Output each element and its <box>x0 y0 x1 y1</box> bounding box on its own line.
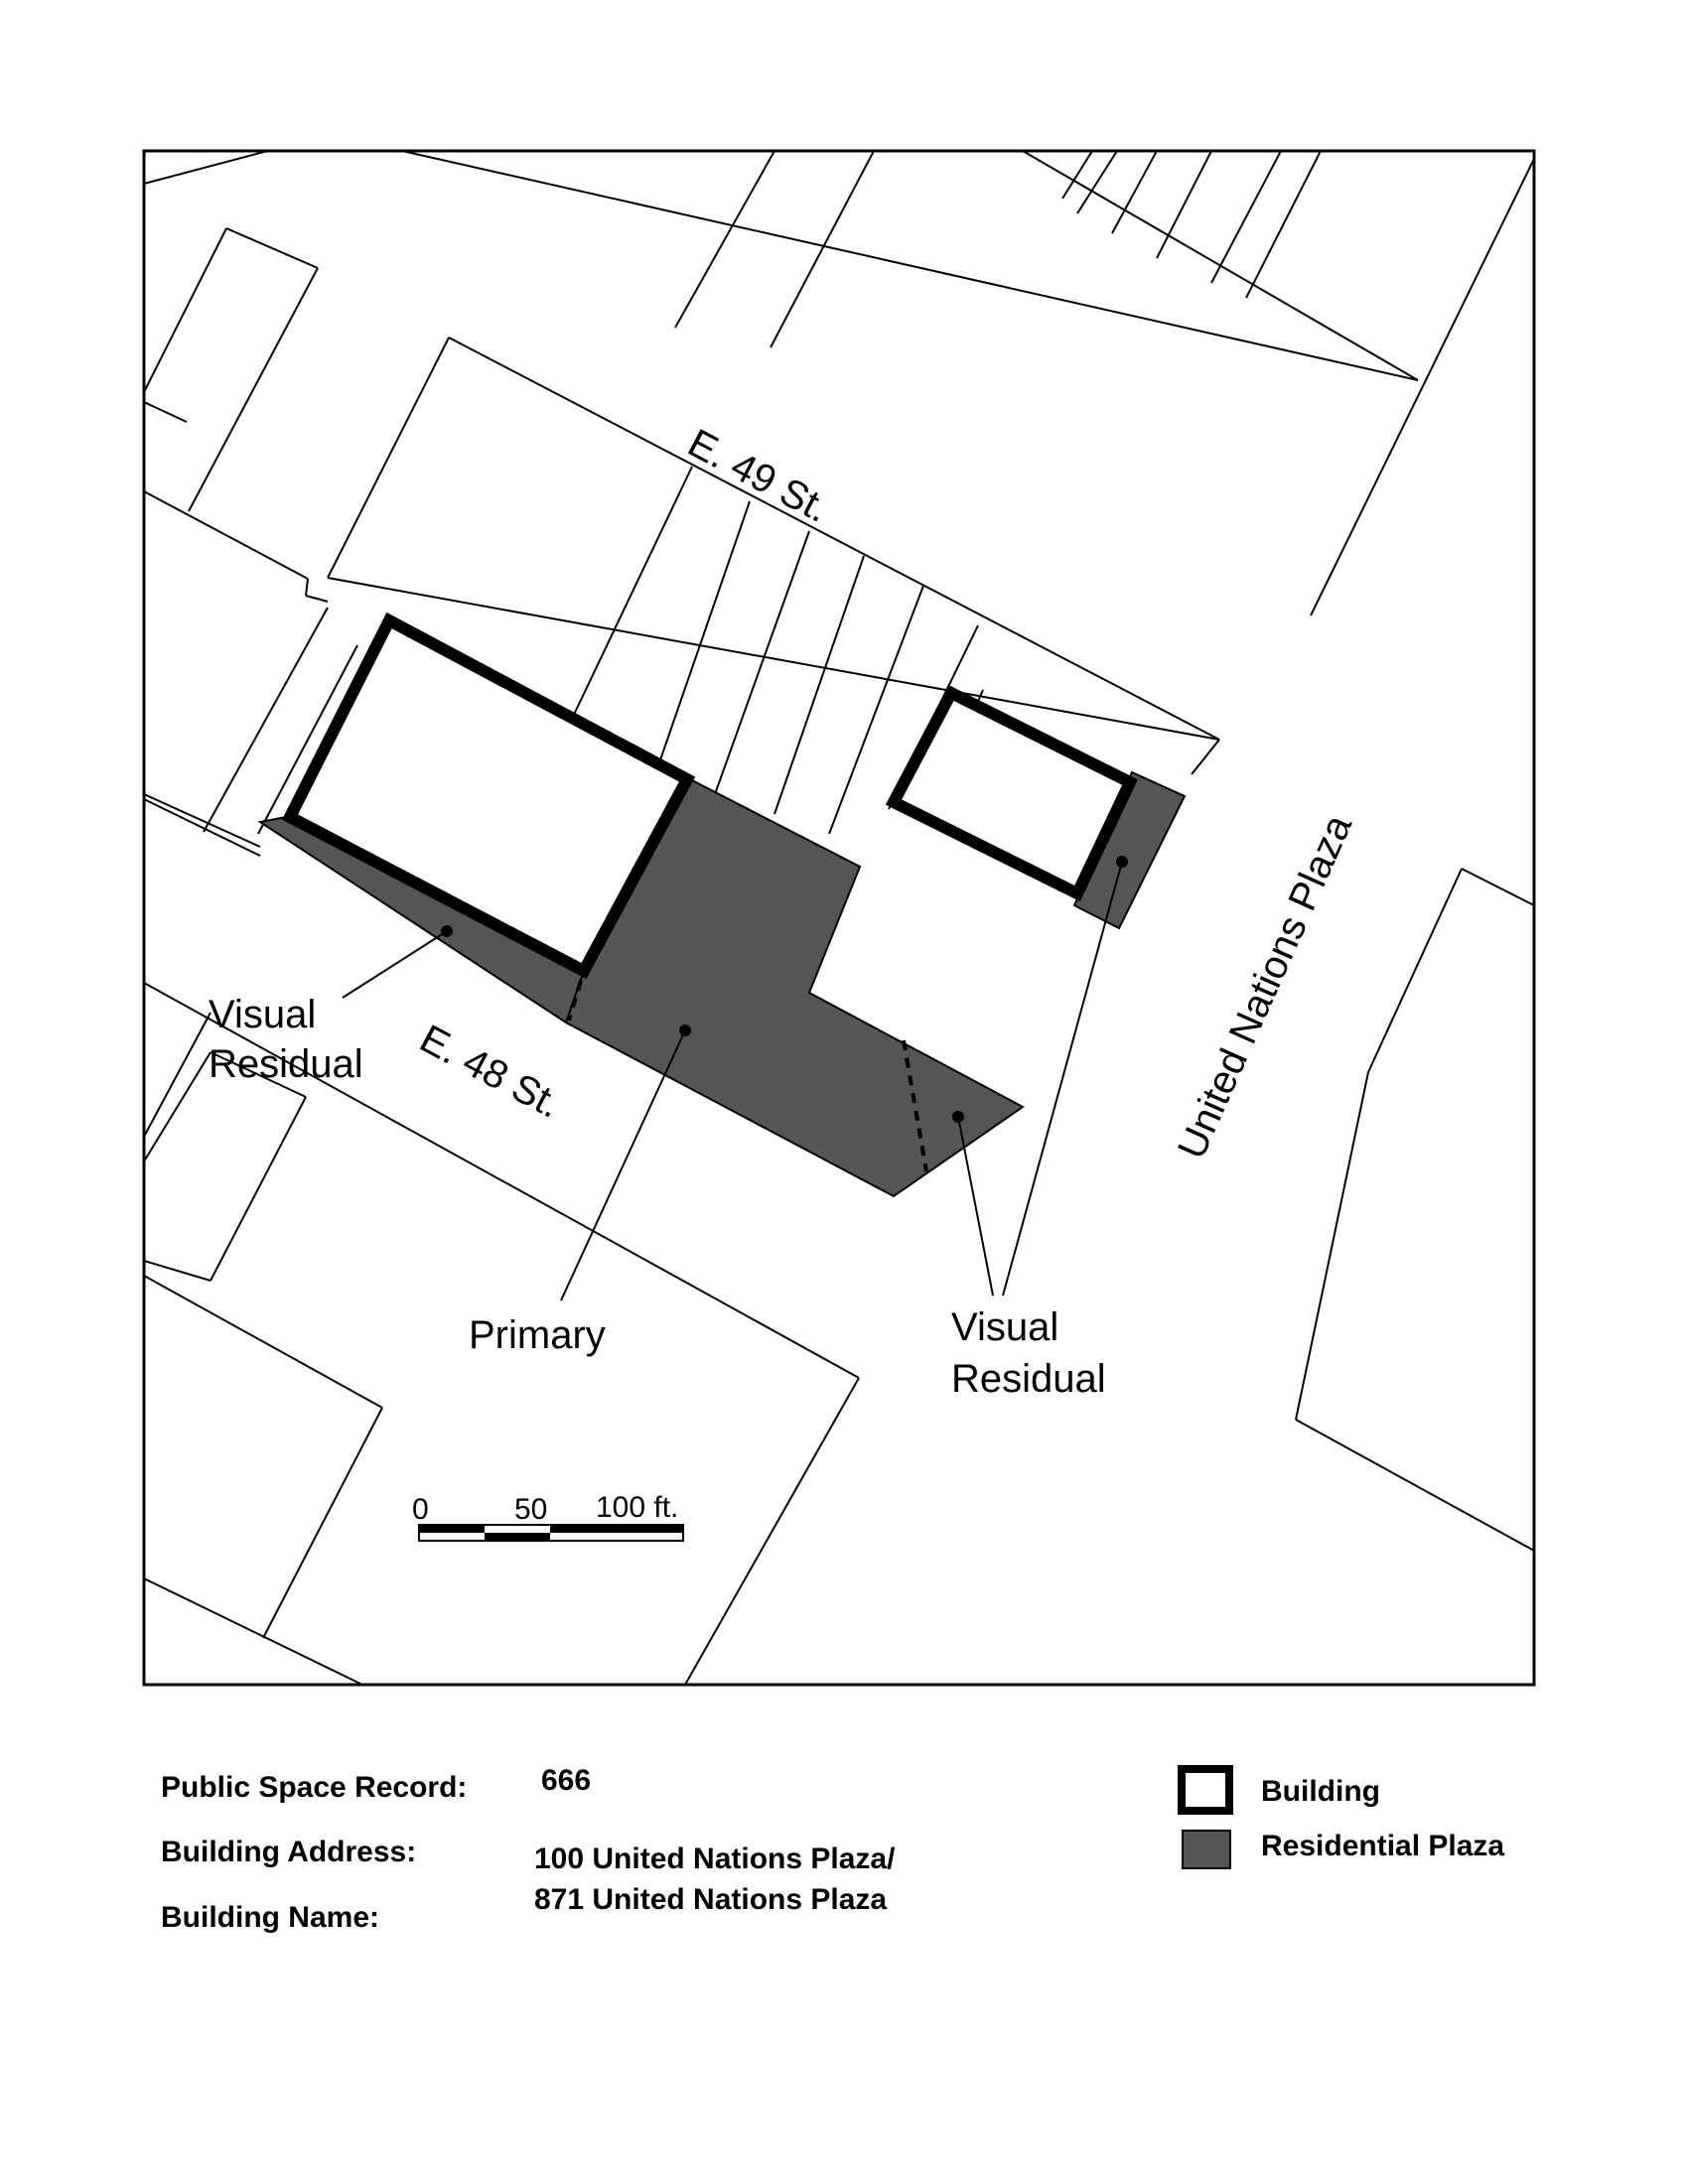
callout-visual-residual-left-1: Visual <box>209 993 317 1036</box>
legend-residential-plaza-label: Residential Plaza <box>1261 1830 1505 1862</box>
callout-visual-residual-left-2: Residual <box>209 1042 363 1086</box>
callout-visual-residual-right-2: Residual <box>951 1357 1106 1401</box>
building-name-label: Building Name: <box>161 1901 380 1934</box>
scale-label-50: 50 <box>514 1493 548 1526</box>
building-address-label: Building Address: <box>161 1836 417 1868</box>
building-address-line2: 871 United Nations Plaza <box>534 1883 888 1916</box>
legend-building-label: Building <box>1261 1775 1380 1808</box>
scale-bar <box>412 1491 683 1541</box>
street-label-un-plaza: United Nations Plaza <box>1170 808 1361 1165</box>
scale-label-100: 100 ft. <box>596 1491 679 1524</box>
public-space-record-label: Public Space Record: <box>161 1771 468 1804</box>
building-address-line1: 100 United Nations Plaza/ <box>534 1843 896 1875</box>
building-right <box>894 693 1130 893</box>
scale-label-0: 0 <box>412 1493 429 1526</box>
callout-primary: Primary <box>469 1313 606 1357</box>
street-label-e48: E. 48 St. <box>412 1017 568 1127</box>
legend-residential-plaza-swatch <box>1182 1830 1231 1869</box>
legend-building-swatch <box>1178 1765 1233 1815</box>
street-label-e49: E. 49 St. <box>680 421 836 531</box>
public-space-record-value: 666 <box>541 1764 592 1797</box>
callout-visual-residual-right-1: Visual <box>951 1305 1059 1349</box>
